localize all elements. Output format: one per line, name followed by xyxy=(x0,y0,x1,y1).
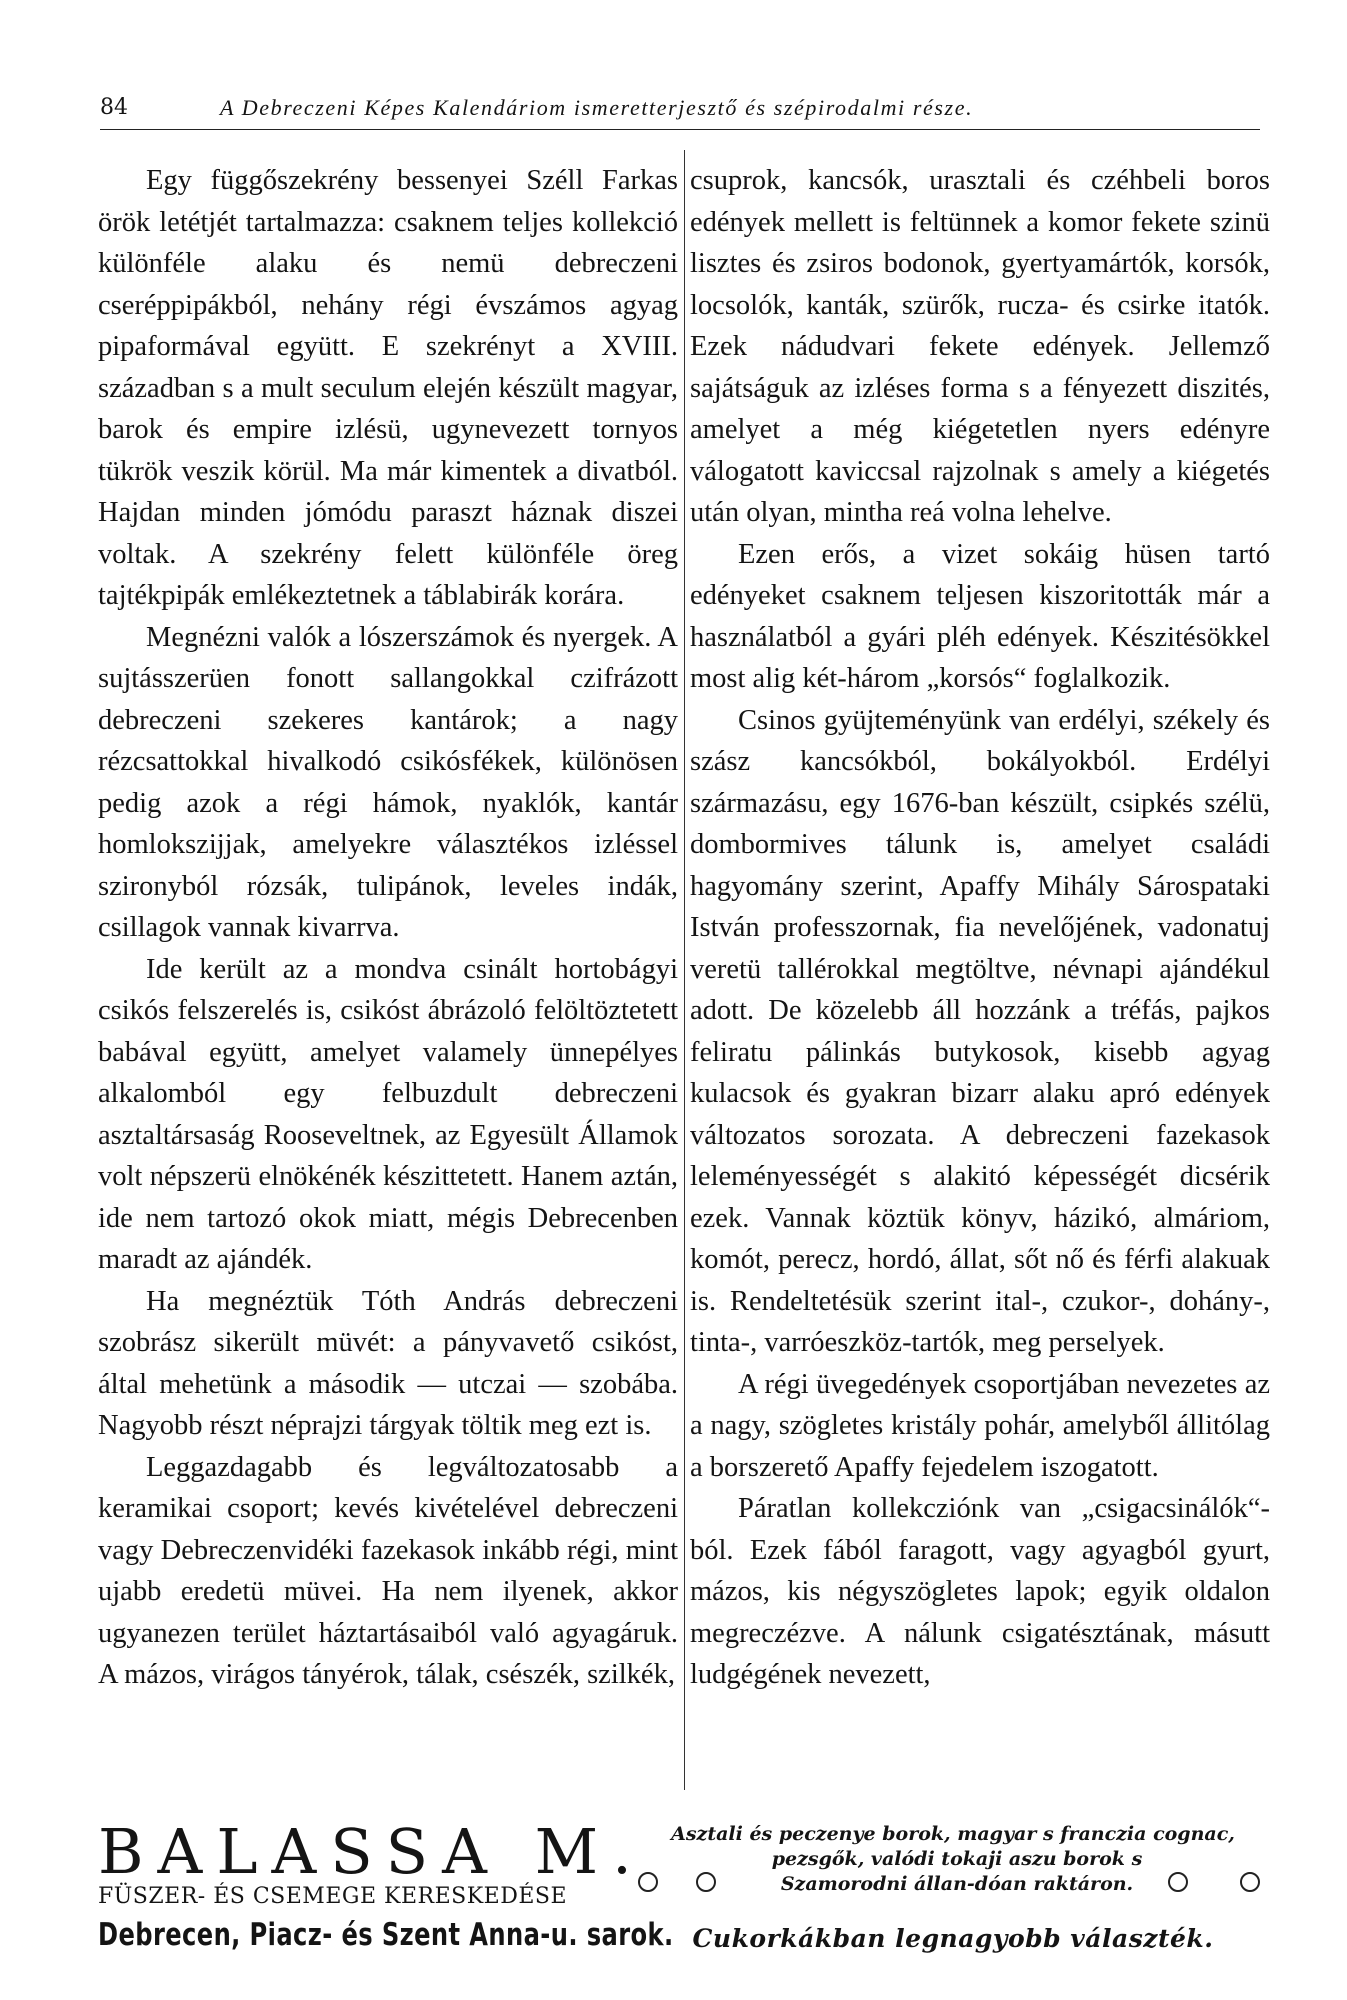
ring-ornament-icon xyxy=(696,1872,716,1892)
left-column xyxy=(98,160,678,1696)
advertiser-name: BALASSA M. xyxy=(98,1815,646,1888)
advertiser-business: FÜSZER- ÉS CSEMEGE KERESKEDÉSE xyxy=(98,1884,568,1909)
paragraph: A régi üvegedények csoportjában nevezetes az a nagy, szögletes kristály pohár, amelyből állitólag a borszerető Apaffy fejedelem iszogatott. xyxy=(690,1368,1270,1483)
column-divider xyxy=(684,150,685,1790)
paragraph: Ezen erős, a vizet sokáig hüsen tartó edényeket csaknem teljesen kiszoritották már a használatból a gyári pléh edények. Készitésökkel most alig két-három „korsós“ foglalkozik. xyxy=(690,538,1270,694)
advertisement xyxy=(98,1815,1268,1980)
paragraph: Ide került az a mondva csinált hortobágyi csikós felszerelés is, csikóst ábrázoló felöltöztetett babával együtt, amelyet valamely ünnepélyes alkalomból egy felbuzdult debreczeni asztaltársaság Rooseveltnek, az Egyesült Államok volt népszerü elnökénék készittetett. Hanem aztán, ide nem tartozó okok miatt, mégis Debrecenben maradt az ajándék. xyxy=(98,953,678,1275)
paragraph: Egy függőszekrény bessenyei Széll Farkas örök letétjét tartalmazza: csaknem teljes kollekció különféle alaku és nemü debreczeni cseréppipákból, nehány régi évszámos agyag pipaformával együtt. E szekrényt a XVIII. században s a mult seculum elején készült magyar, barok és empire izlésü, ugynevezett tornyos tükrök veszik körül. Ma már kimentek a divatból. Hajdan minden jómódu paraszt háznak diszei voltak. A szekrény felett különféle öreg tajtékpipák emlékeztetnek a táblabirák korára. xyxy=(98,165,678,611)
ornament-rings xyxy=(638,1868,1268,1896)
right-column xyxy=(690,160,1270,1696)
paragraph: Csinos gyüjteményünk van erdélyi, székely és szász kancsókból, bokályokból. Erdélyi származásu, egy 1676-ban készült, csipkés szélü, dombormives tálunk is, amelyet családi hagyomány szerint, Apaffy Mihály Sárospataki István professzornak, fia nevelőjének, vadonatuj veretü tallérokkal megtöltve, névnapi ajándékul adott. De közelebb áll hozzánk a tréfás, pajkos feliratu pálinkás butykosok, kisebb agyag kulacsok és gyakran bizarr alaku apró edények változatos sorozata. A debreczeni fazekasok leleményességét s alakitó képességét dicsérik ezek. Vannak köztük könyv, házikó, almáriom, komót, perecz, hordó, állat, sőt nő és férfi alakuak is. Rendeltetésük szerint ital-, czukor-, dohány-, tinta-, varróeszköz-tartók, meg perselyek. xyxy=(690,704,1270,1358)
ring-ornament-icon xyxy=(1240,1872,1260,1892)
advertisement-offer xyxy=(638,1822,1268,1953)
offer-line-1: Asztali és peczenye borok, magyar s franczia cognac, xyxy=(671,1823,1235,1845)
offer-line-2: pezsgők, valódi tokaji aszu borok s Szamorodni állan-dóan raktáron. xyxy=(771,1848,1143,1895)
page-header xyxy=(100,95,1260,130)
paragraph: csuprok, kancsók, urasztali és czéhbeli boros edények mellett is feltünnek a komor fekete szinü lisztes és zsiros bodonok, gyertyamártók, korsók, locsolók, kanták, szürők, rucza- és csirke itatók. Ezek nádudvari fekete edények. Jellemző sajátságuk az izléses forma s a fényezett diszités, amelyet a még kiégetetlen nyers edényre válogatott kaviccsal rajzolnak s amely a kiégetés után olyan, mintha reá volna lehelve. xyxy=(690,165,1270,528)
advertiser-address: Debrecen, Piacz- és Szent Anna-u. sarok. xyxy=(98,1917,674,1953)
page-number: 84 xyxy=(100,95,128,120)
offer-line-3: Cukorkákban legnagyobb választék. xyxy=(692,1924,1214,1953)
paragraph: Páratlan kollekcziónk van „csigacsinálók“-ból. Ezek fából faragott, vagy agyagból gyurt, mázos, kis négyszögletes lapok; egyik oldalon megreczézve. A nálunk csigatésztának, másutt ludgégének nevezett, xyxy=(690,1493,1270,1690)
running-title: A Debreczeni Képes Kalendáriom ismeretterjesztő és szépirodalmi része. xyxy=(220,95,974,120)
paragraph: Megnézni valók a lószerszámok és nyergek. A sujtásszerüen fonott sallangokkal czifrázott debreczeni szekeres kantárok; a nagy rézcsattokkal hivalkodó csikósfékek, különösen pedig azok a régi hámok, nyaklók, kantár homlokszijjak, amelyekre választékos izléssel szironyból rózsák, tulipánok, leveles indák, csillagok vannak kivarrva. xyxy=(98,621,678,943)
ring-ornament-icon xyxy=(638,1872,658,1892)
paragraph: Leggazdagabb és legváltozatosabb a keramikai csoport; kevés kivételével debreczeni vagy Debreczenvidéki fazekasok inkább régi, mint ujabb eredetü müvei. Ha nem ilyenek, akkor ugyanezen terület háztartásaiból való agyagáruk. A mázos, virágos tányérok, tálak, csészék, szilkék, xyxy=(98,1451,678,1690)
paragraph: Ha megnéztük Tóth András debreczeni szobrász sikerült müvét: a pányvavető csikóst, által mehetünk a második — utczai — szobába. Nagyobb részt néprajzi tárgyak töltik meg ezt is. xyxy=(98,1285,678,1441)
ring-ornament-icon xyxy=(1168,1872,1188,1892)
